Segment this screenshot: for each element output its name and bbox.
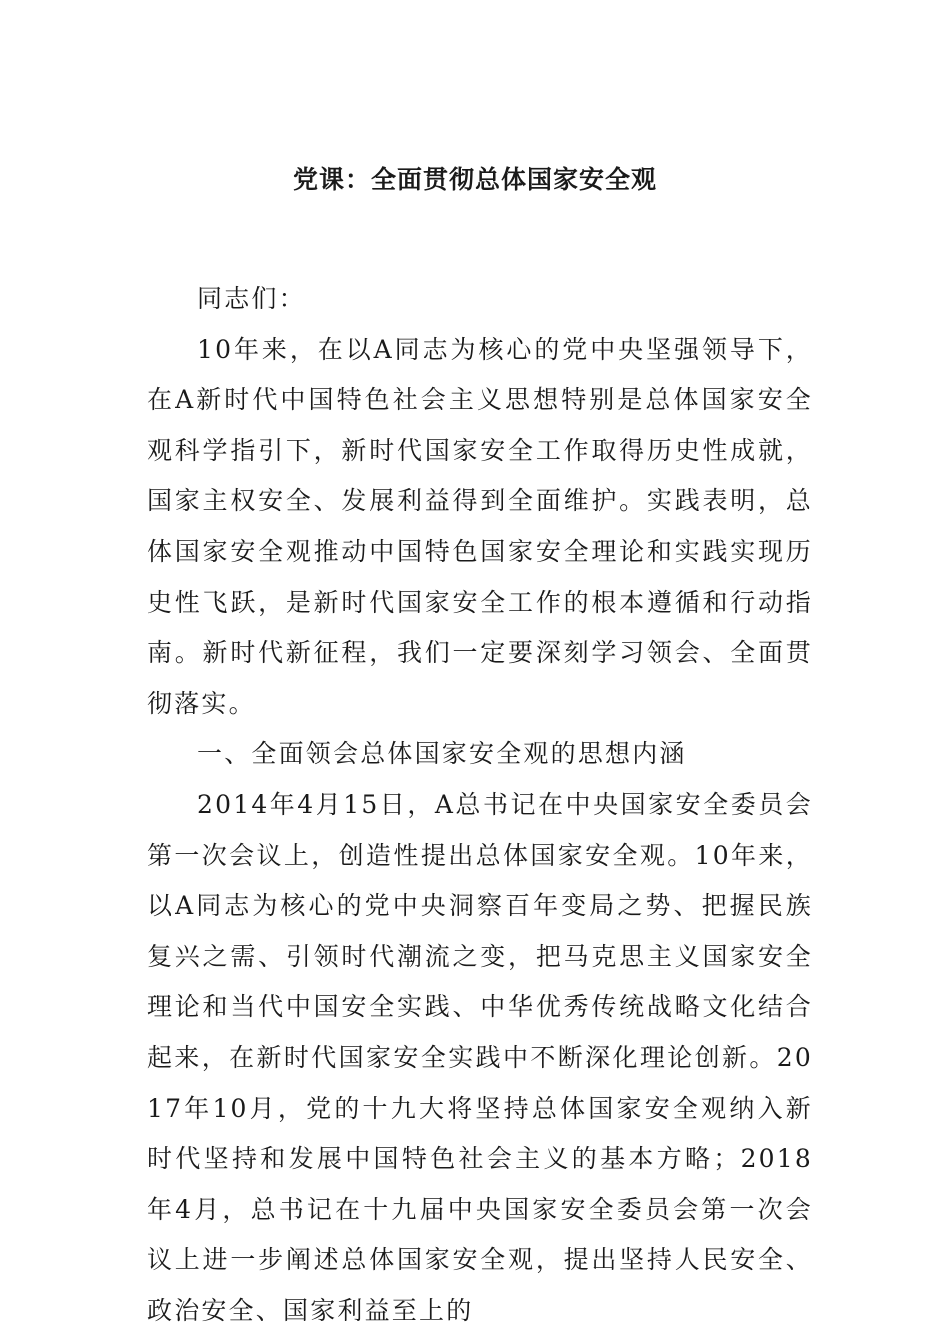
document-body	[147, 274, 813, 1336]
body-paragraph: 2014年4月15日，A总书记在中央国家安全委员会第一次会议上，创造性提出总体国家安全观。10年来，以A同志为核心的党中央洞察百年变局之势、把握民族复兴之需、引领时代潮流之变，把马克思主义国家安全理论和当代中国安全实践、中华优秀传统战略文化结合起来，在新时代国家安全实践中不断深化理论创新。2017年10月，党的十九大将坚持总体国家安全观纳入新时代坚持和发展中国特色社会主义的基本方略；2018年4月，总书记在十九届中央国家安全委员会第一次会议上进一步阐述总体国家安全观，提出坚持人民安全、政治安全、国家利益至上的	[147, 789, 813, 1325]
salutation: 同志们：	[197, 284, 306, 313]
section-heading: 一、全面领会总体国家安全观的思想内涵	[197, 739, 687, 769]
document-title: 党课：全面贯彻总体国家安全观	[292, 165, 657, 194]
body-paragraph: 10年来，在以A同志为核心的党中央坚强领导下，在A新时代中国特色社会主义思想特别是总体国家安全观科学指引下，新时代国家安全工作取得历史性成就，国家主权安全、发展利益得到全面维护。实践表明，总体国家安全观推动中国特色国家安全理论和实践实现历史性飞跃，是新时代国家安全工作的根本遵循和行动指南。新时代新征程，我们一定要深刻学习领会、全面贯彻落实。	[147, 334, 813, 718]
